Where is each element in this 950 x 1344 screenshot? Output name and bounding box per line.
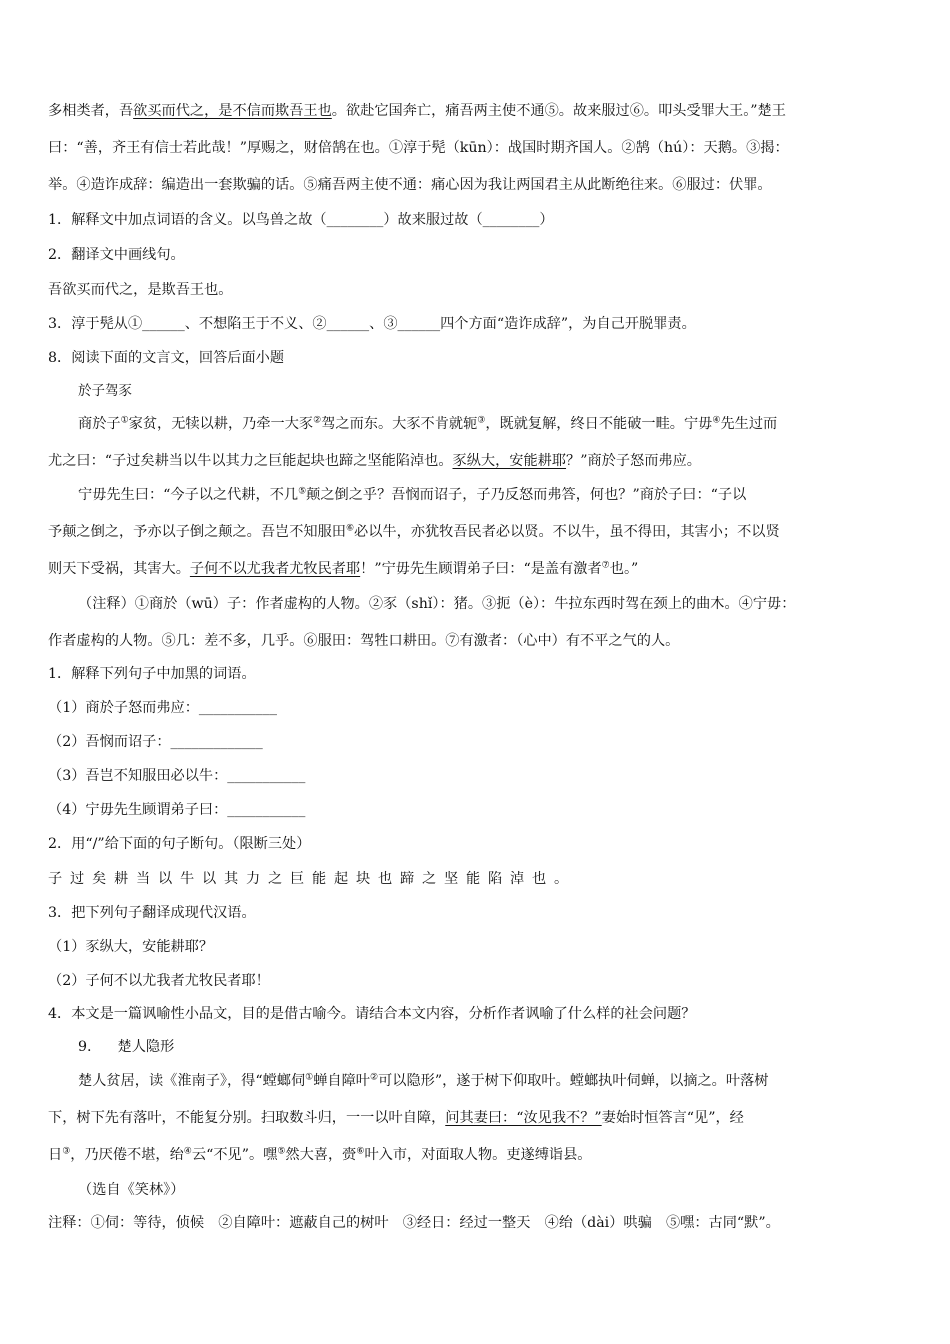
passage-line: 予颠之倒之，予亦以子倒之颠之。吾岂不知服田⑥必以牛，亦犹牧吾民者必以贤。不以牛，虽不得田，其害小；不以贤: [48, 523, 780, 540]
question-7-2: 2．翻译文中画线句。: [48, 247, 185, 263]
notes-line: 举。④造诈成辞：编造出一套欺骗的话。⑤痛吾两主使不通：痛心因为我让两国君主从此断绝往来。⑥服过：伏罪。: [48, 177, 772, 193]
underlined-sentence: 豕纵大，安能耕耶: [452, 453, 567, 469]
passage-line: 宁毋先生曰：“今子以之代耕，不几⑤颠之倒之乎？吾悯而诏子，子乃反怒而弗答，何也？”商於子曰：“子以: [78, 486, 747, 503]
question-8-3: 3．把下列句子翻译成现代汉语。: [48, 905, 256, 921]
question-7-2-sentence: 吾欲买而代之，是欺吾王也。: [48, 282, 233, 298]
section-8-heading: 8．阅读下面的文言文，回答后面小题: [48, 350, 285, 366]
question-8-1-item: （1）商於子怒而弗应：___________: [48, 700, 277, 716]
passage-line: 则天下受祸，其害大。子何不以尤我者尤牧民者耶！”宁毋先生顾谓弟子曰：“是盖有激者⑦也。”: [48, 560, 639, 577]
passage-line: 日③，乃厌倦不堪，绐④云“不见”。嘿⑤然大喜，赍⑥叶入市，对面取人物。吏遂缚诣县。: [48, 1146, 592, 1163]
question-8-2: 2．用“/”给下面的句子断句。（限断三处）: [48, 836, 311, 852]
question-8-1-item: （2）吾悯而诏子：_____________: [48, 734, 263, 750]
question-8-3-item: （1）豕纵大，安能耕耶？: [48, 939, 214, 955]
underlined-sentence: 问其妻曰：“汝见我不？”: [445, 1110, 602, 1126]
notes-line: （注释）①商於（wū）子：作者虚构的人物。②豕（shǐ）：猪。③扼（è）：牛拉东西时驾在颈上的曲木。④宁毋：: [78, 596, 796, 612]
question-8-1-item: （4）宁毋先生顾谓弟子曰：___________: [48, 802, 306, 818]
underlined-sentence: 子何不以尤我者尤牧民者耶: [189, 561, 361, 577]
passage-title: 於子驾豕: [78, 383, 132, 399]
question-8-1: 1．解释下列句子中加黑的词语。: [48, 666, 256, 682]
question-7-3: 3．淳于髡从①______、不想陷王于不义、②______、③______四个方面“造诈成辞”，为自己开脱罪责。: [48, 316, 696, 332]
question-7-1: 1．解释文中加点词语的含义。以鸟兽之故（________）故来服过故（________）: [48, 212, 554, 228]
passage-line: 楚人贫居，读《淮南子》，得“螳螂伺①蝉自障叶②可以隐形”，遂于树下仰取叶。螳螂执叶伺蝉，以摘之。叶落树: [78, 1072, 769, 1089]
source-citation: （选自《笑林》）: [78, 1182, 185, 1198]
passage-line: 商於子①家贫，无犊以耕，乃牵一大豕②驾之而东。大豕不肯就轭③，既就复解，终日不能破一畦。宁毋④先生过而: [78, 415, 778, 432]
passage-line: 尤之曰：“子过矣耕当以牛以其力之巨能起块也蹄之坚能陷淖也。豕纵大，安能耕耶？”商於子怒而弗应。: [48, 453, 701, 469]
question-8-1-item: （3）吾岂不知服田必以牛：___________: [48, 768, 306, 784]
passage-line: 曰：“善，齐王有信士若此哉！”厚赐之，财倍鹄在也。①淳于髡（kūn）：战国时期齐国人。②鹄（hú）：天鹅。③揭：: [48, 140, 789, 156]
question-8-4: 4．本文是一篇讽喻性小品文，目的是借古喻今。请结合本文内容，分析作者讽喻了什么样的社会问题？: [48, 1006, 696, 1022]
section-9-heading: 9. 楚人隐形: [78, 1039, 175, 1055]
passage-line: 多相类者，吾欲买而代之，是不信而欺吾王也。欲赴它国奔亡，痛吾两主使不通⑤。故来服过⑥。叩头受罪大王。”楚王: [48, 103, 786, 119]
passage-line: 下，树下先有落叶，不能复分别。扫取数斗归，一一以叶自障，问其妻曰：“汝见我不？”妻始时恒答言“见”，经: [48, 1110, 744, 1126]
question-8-3-item: （2）子何不以尤我者尤牧民者耶！: [48, 973, 270, 989]
question-8-2-sentence: 子过矣耕当以牛以其力之巨能起块也蹄之坚能陷淖也。: [48, 871, 576, 887]
notes-line: 作者虚构的人物。⑤几：差不多，几乎。⑥服田：驾牲口耕田。⑦有激者：（心中）有不平之气的人。: [48, 633, 680, 649]
underlined-sentence: 欲买而代之，是不信而欺吾王也: [133, 103, 332, 119]
notes-line: 注释：①伺：等待，侦候 ②自障叶：遮蔽自己的树叶 ③经日：经过一整天 ④绐（dài）哄骗 ⑤嘿：古同“默”。: [48, 1215, 780, 1231]
